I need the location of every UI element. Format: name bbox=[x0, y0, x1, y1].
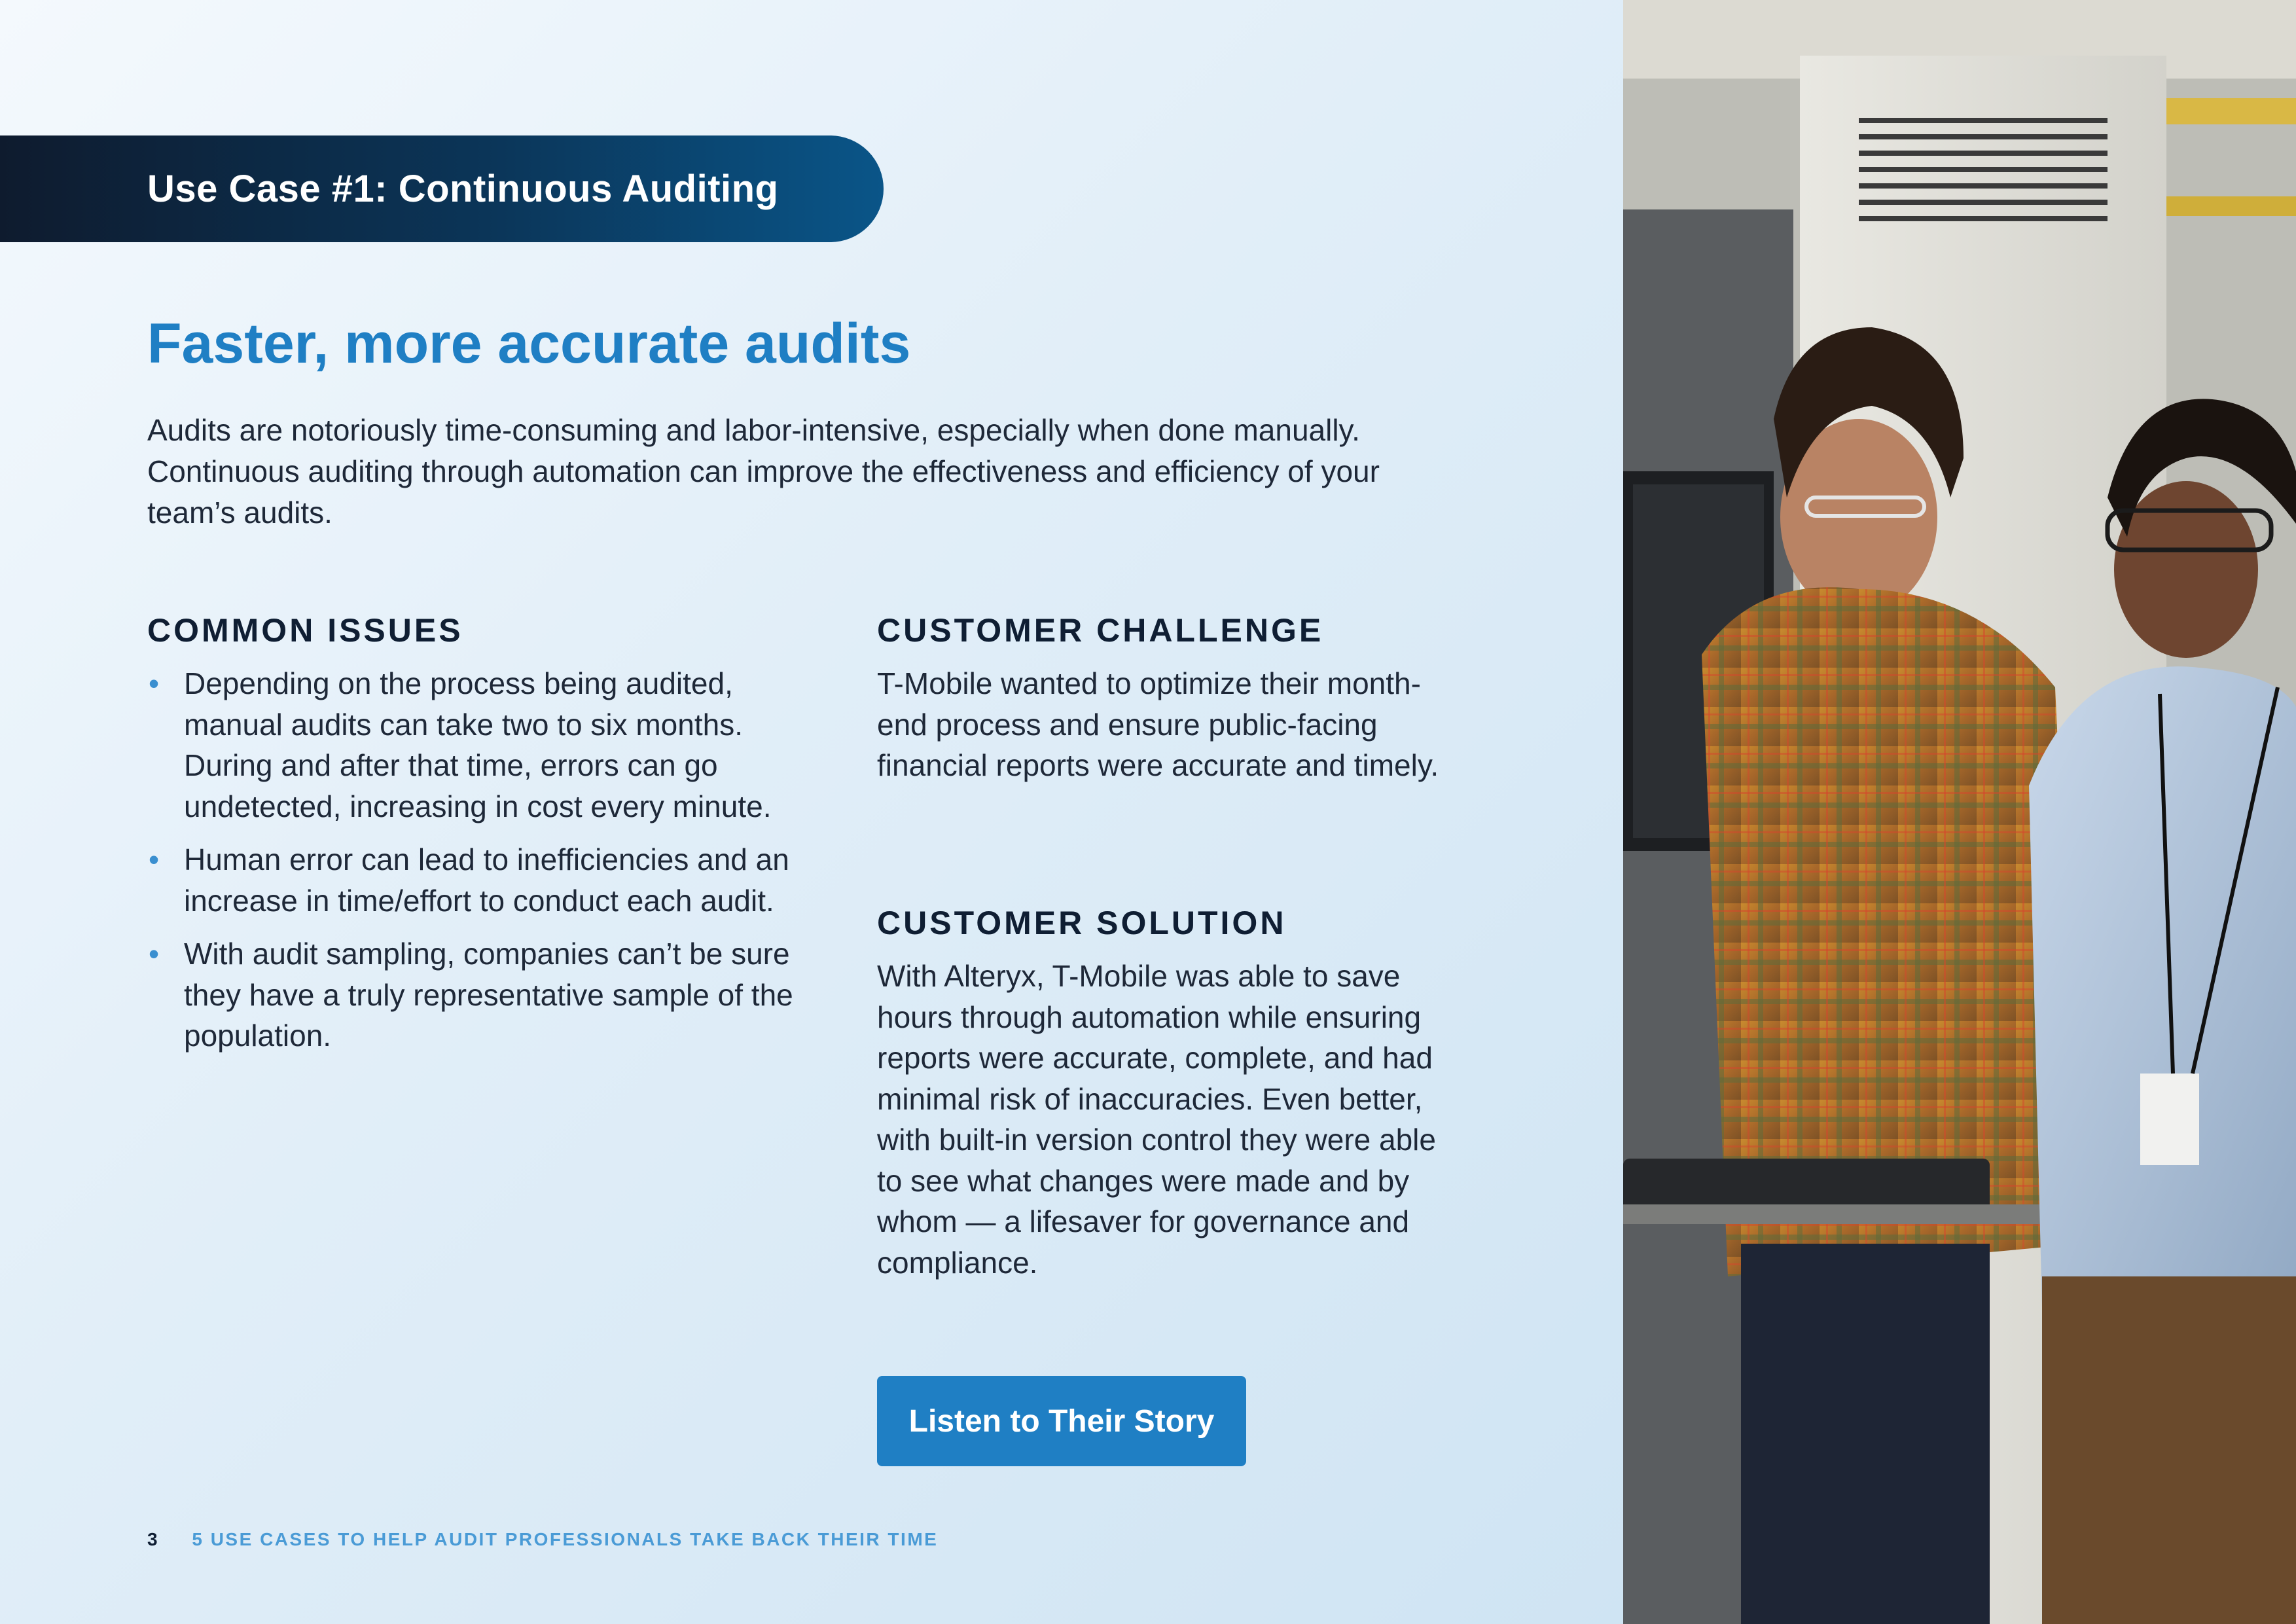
list-item bbox=[147, 663, 802, 827]
use-case-banner bbox=[0, 135, 884, 242]
customer-challenge-text: T-Mobile wanted to optimize their month-end process and ensure public-facing financial reports were accurate and timely. bbox=[877, 666, 1439, 782]
bullet-icon: • bbox=[149, 937, 160, 971]
document-title: 5 USE CASES TO HELP AUDIT PROFESSIONALS TAKE BACK THEIR TIME bbox=[192, 1529, 939, 1549]
page-footer bbox=[147, 1529, 938, 1550]
common-issues-heading: COMMON ISSUES bbox=[147, 612, 463, 649]
photo-illustration bbox=[1623, 0, 2296, 1624]
issue-text: Human error can lead to inefficiencies and an increase in time/effort to conduct each audit. bbox=[184, 842, 789, 918]
issue-text: With audit sampling, companies can’t be sure they have a truly representative sample of the population. bbox=[184, 937, 793, 1053]
bullet-icon: • bbox=[149, 842, 160, 876]
customer-solution-text: With Alteryx, T-Mobile was able to save hours through automation while ensuring reports were accurate, complete, and had minimal risk of inaccuracies. Even better, with built-in version control they were able to see what changes were made and by whom — a lifesaver for governance and compliance. bbox=[877, 959, 1436, 1280]
customer-challenge-heading: CUSTOMER CHALLENGE bbox=[877, 612, 1324, 649]
common-issues-list bbox=[147, 663, 802, 1069]
list-item bbox=[147, 933, 802, 1056]
banner-title: Use Case #1: Continuous Auditing bbox=[147, 168, 779, 210]
page-number: 3 bbox=[147, 1529, 160, 1549]
server-room-photo bbox=[1623, 0, 2296, 1624]
list-item bbox=[147, 839, 802, 921]
page-headline: Faster, more accurate audits bbox=[147, 312, 911, 375]
bullet-icon: • bbox=[149, 666, 160, 700]
issue-text: Depending on the process being audited, manual audits can take two to six months. During and after that time, errors can go undetected, increasing in cost every minute. bbox=[184, 666, 772, 823]
intro-paragraph: Audits are notoriously time-consuming and labor-intensive, especially when done manually. Continuous auditing through automation can improve the effectiveness and efficiency of your team’s audits. bbox=[147, 413, 1380, 530]
listen-to-story-button[interactable]: Listen to Their Story bbox=[877, 1376, 1246, 1466]
customer-solution-heading: CUSTOMER SOLUTION bbox=[877, 905, 1287, 941]
